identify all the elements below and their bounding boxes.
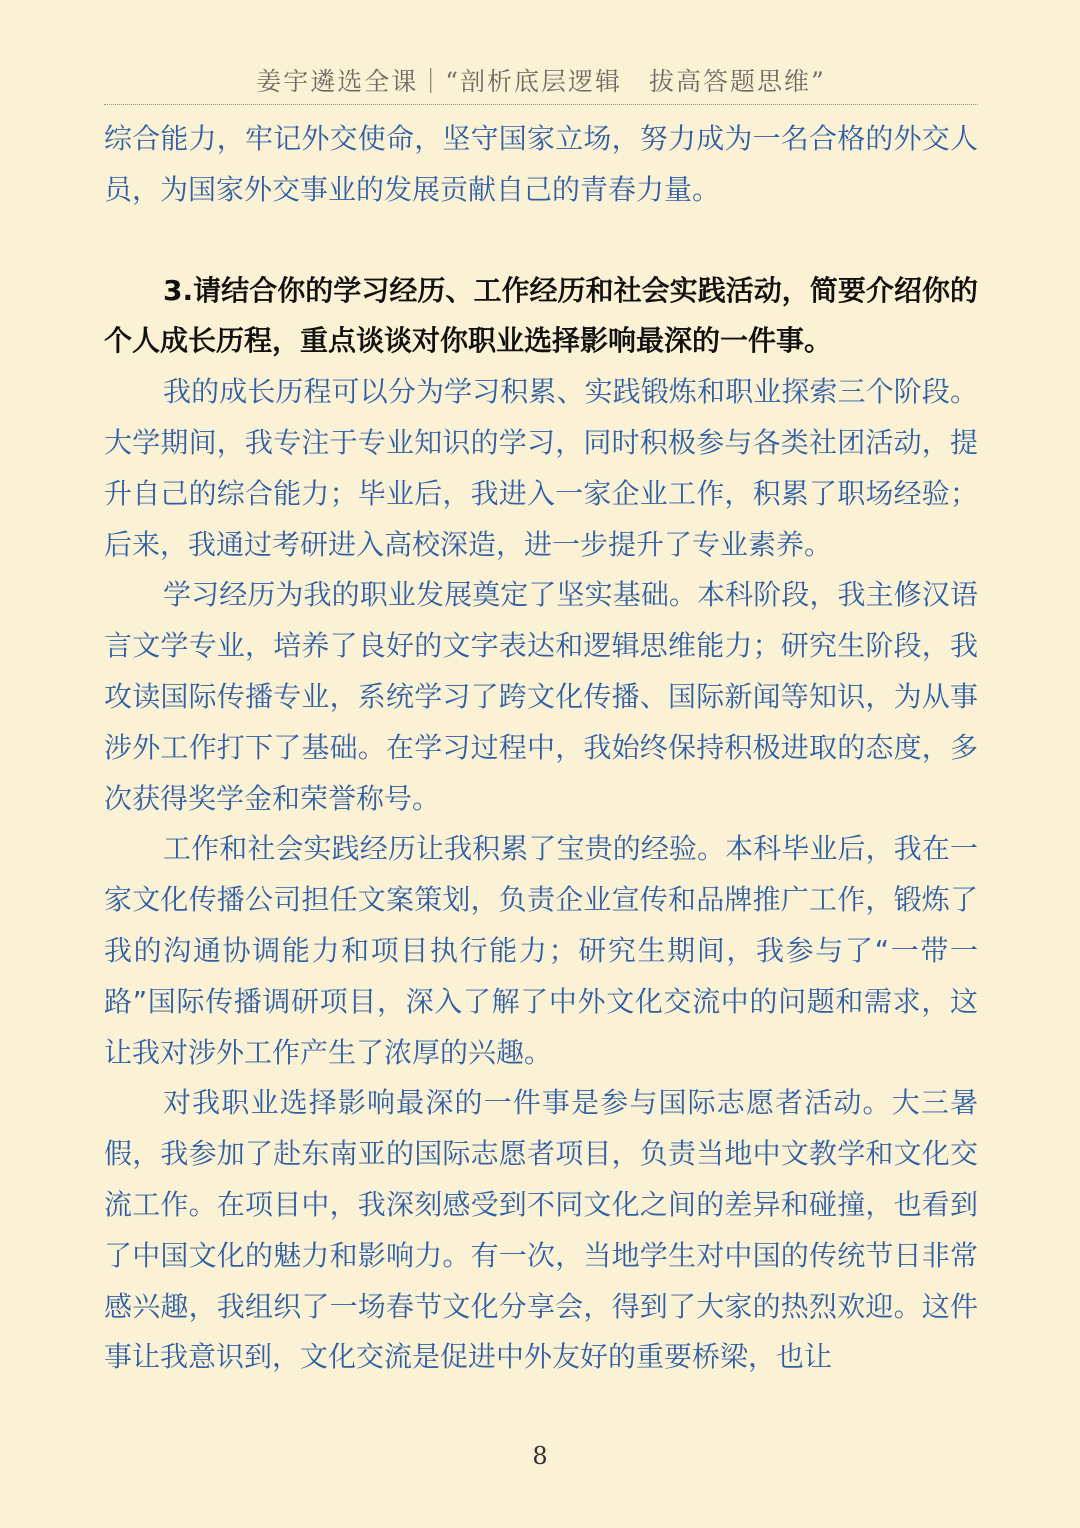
question-heading: 3.请结合你的学习经历、工作经历和社会实践活动，简要介绍你的个人成长历程，重点谈谈对你职业选择影响最深的一件事。	[104, 273, 978, 358]
document-body	[104, 114, 978, 1383]
paragraph-gap	[104, 216, 978, 266]
answer-paragraph: 学习经历为我的职业发展奠定了坚实基础。本科阶段，我主修汉语言文学专业，培养了良好的文字表达和逻辑思维能力；研究生阶段，我攻读国际传播专业，系统学习了跨文化传播、国际新闻等知识，为从事涉外工作打下了基础。在学习过程中，我始终保持积极进取的态度，多次获得奖学金和荣誉称号。	[104, 578, 978, 815]
answer-paragraph: 对我职业选择影响最深的一件事是参与国际志愿者活动。大三暑假，我参加了赴东南亚的国际志愿者项目，负责当地中文教学和文化交流工作。在项目中，我深刻感受到不同文化之间的差异和碰撞，也看到了中国文化的魅力和影响力。有一次，当地学生对中国的传统节日非常感兴趣，我组织了一场春节文化分享会，得到了大家的热烈欢迎。这件事让我意识到，文化交流是促进中外友好的重要桥梁，也让	[104, 1086, 978, 1374]
page-header: 姜宇遴选全课｜“剖析底层逻辑 拔高答题思维”	[256, 67, 826, 96]
answer-paragraph: 我的成长历程可以分为学习积累、实践锻炼和职业探索三个阶段。大学期间，我专注于专业知识的学习，同时积极参与各类社团活动，提升自己的综合能力；毕业后，我进入一家企业工作，积累了职场经验；后来，我通过考研进入高校深造，进一步提升了专业素养。	[104, 375, 978, 561]
header-divider	[104, 104, 978, 105]
answer-paragraph: 工作和社会实践经历让我积累了宝贵的经验。本科毕业后，我在一家文化传播公司担任文案策划，负责企业宣传和品牌推广工作，锻炼了我的沟通协调能力和项目执行能力；研究生期间，我参与了“一带一路”国际传播调研项目，深入了解了中外文化交流中的问题和需求，这让我对涉外工作产生了浓厚的兴趣。	[104, 832, 978, 1069]
page-number: 8	[532, 1442, 548, 1470]
continuation-paragraph: 综合能力，牢记外交使命，坚守国家立场，努力成为一名合格的外交人员，为国家外交事业的发展贡献自己的青春力量。	[104, 122, 978, 206]
